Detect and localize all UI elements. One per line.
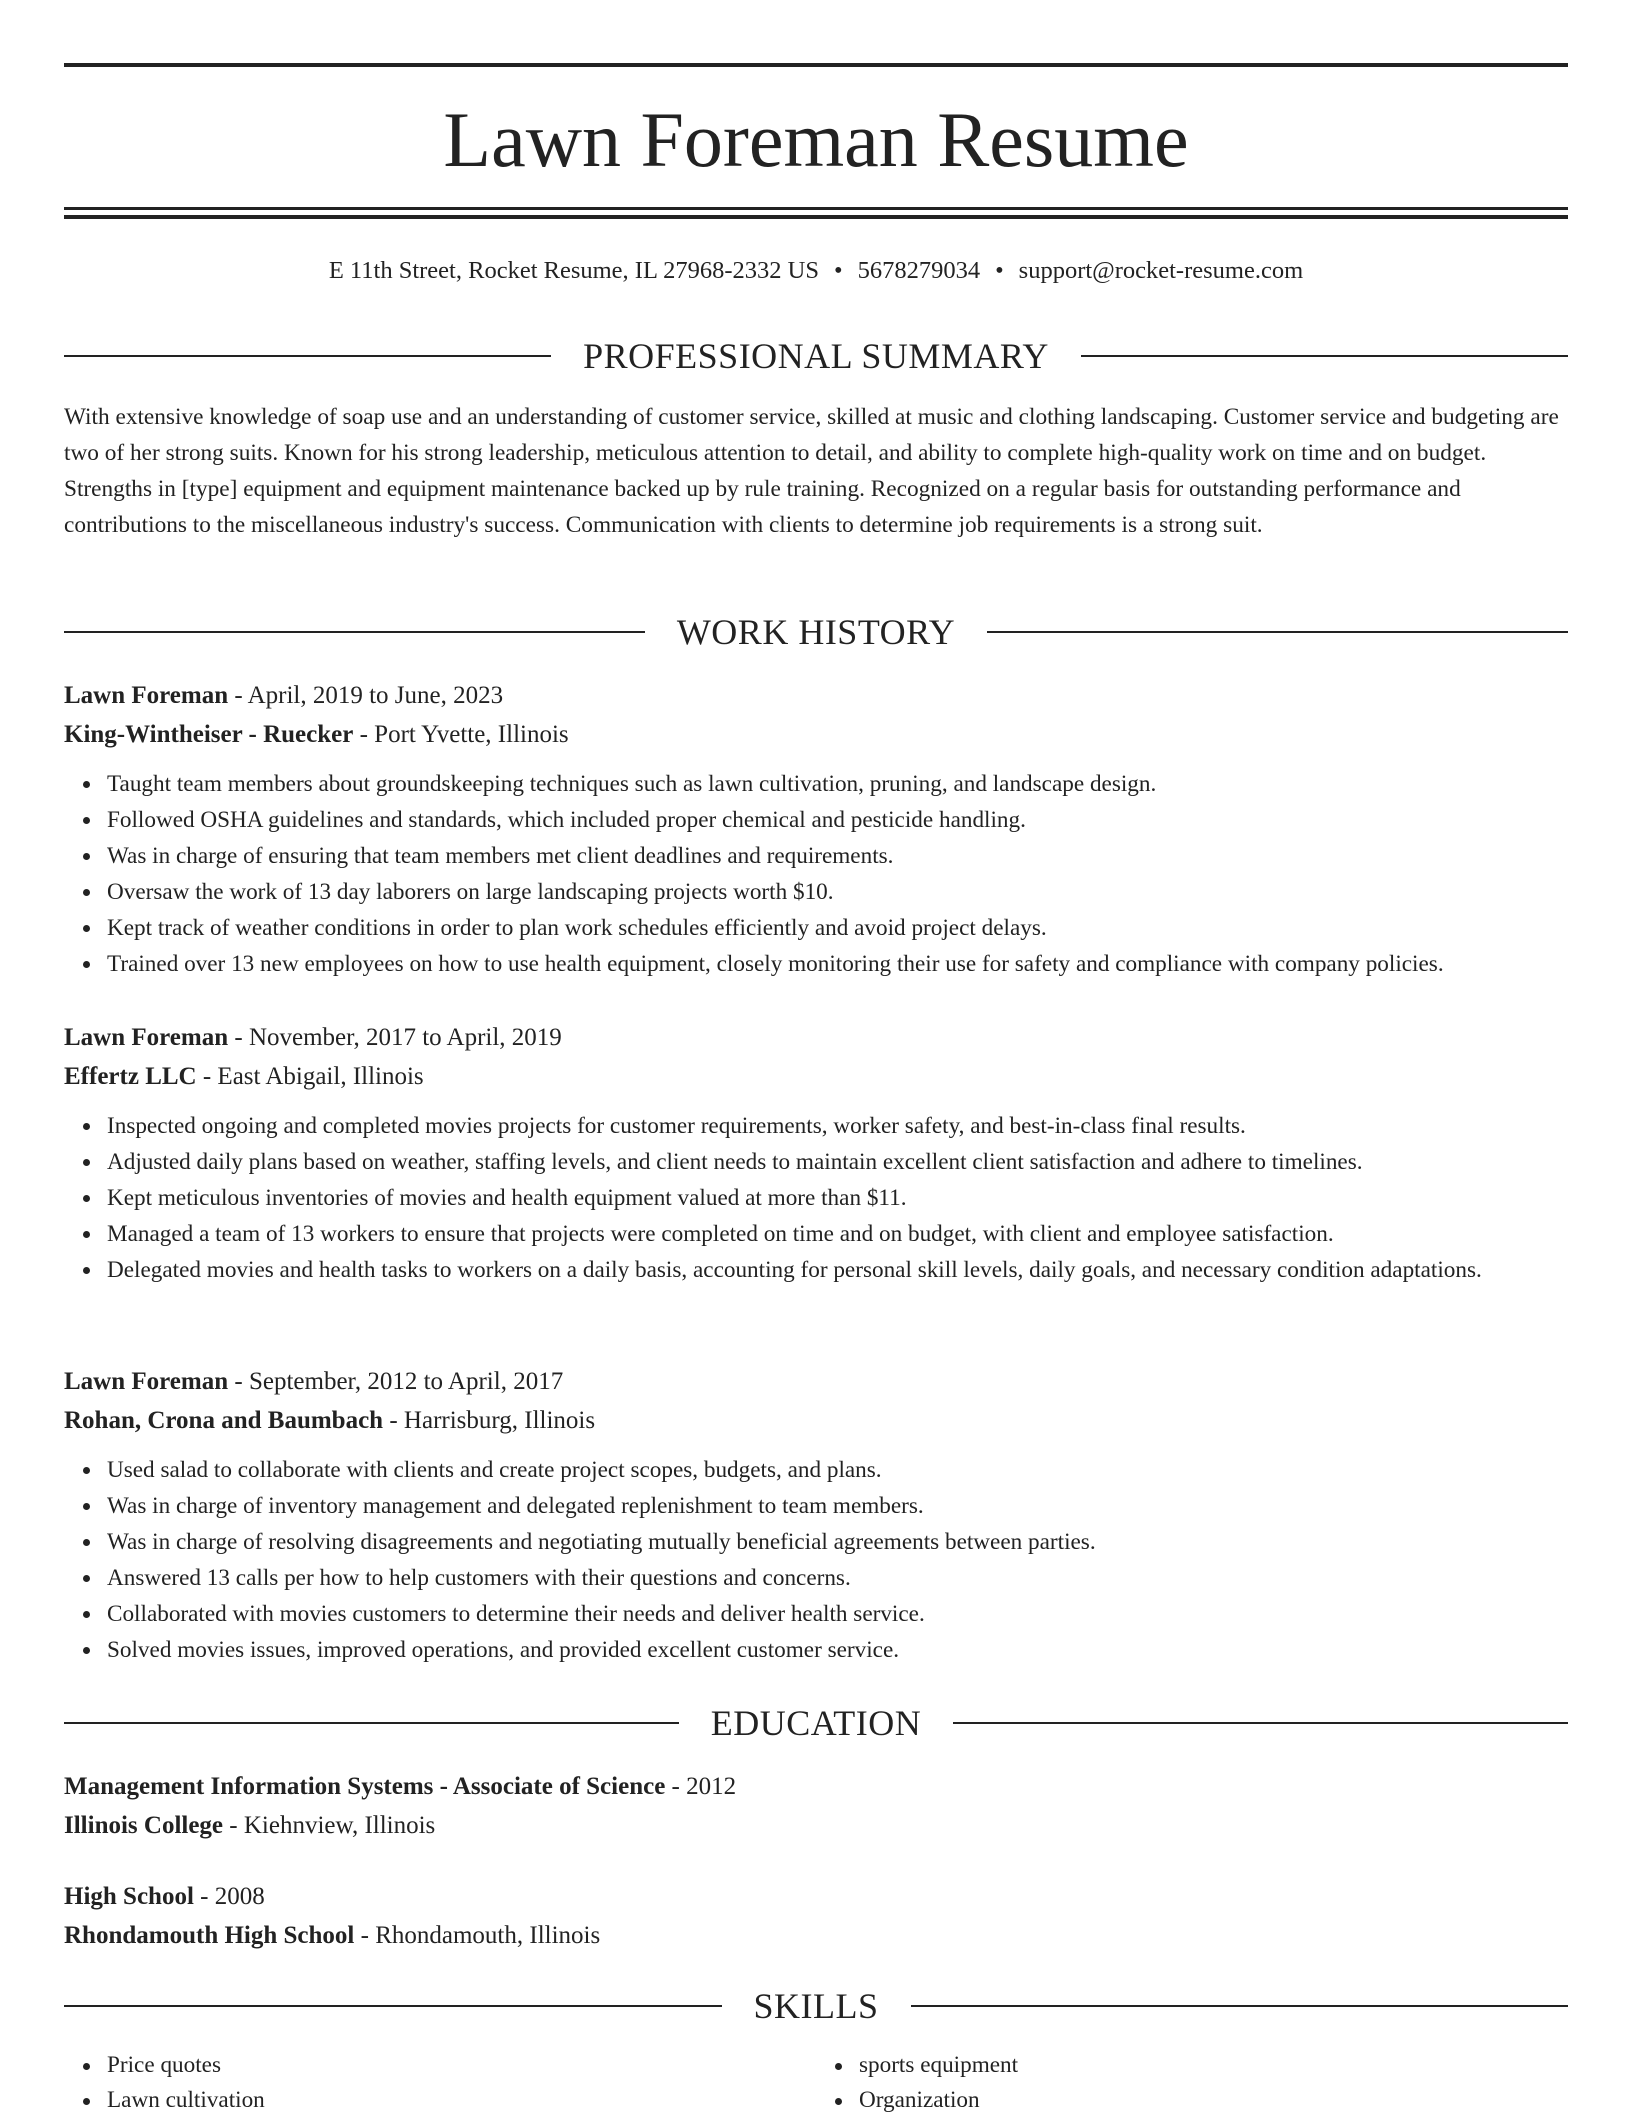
job-bullet: Used salad to collaborate with clients and create project scopes, budgets, and plans.	[107, 1452, 1568, 1488]
education-degree: High School	[64, 1883, 194, 1910]
job-title: Lawn Foreman	[64, 1024, 229, 1051]
job-company: King-Wintheiser - Ruecker	[64, 721, 354, 748]
section-heading-work	[64, 612, 1568, 652]
section-heading-summary	[64, 336, 1568, 376]
job-bullet: Kept track of weather conditions in order to plan work schedules efficiently and avoid project delays.	[107, 910, 1568, 946]
skill-item: Organization	[859, 2083, 1568, 2118]
job-title-line	[64, 1362, 1568, 1401]
heading-rule	[987, 631, 1568, 633]
education-location: - Rhondamouth, Illinois	[354, 1922, 601, 1949]
job-bullet: Inspected ongoing and completed movies projects for customer requirements, worker safety, and best-in-class final results.	[107, 1108, 1568, 1144]
job-company-line	[64, 1401, 1568, 1440]
section-title-summary: PROFESSIONAL SUMMARY	[583, 336, 1049, 376]
job-bullet: Solved movies issues, improved operations, and provided excellent customer service.	[107, 1632, 1568, 1668]
heading-rule	[64, 2005, 722, 2007]
title-double-rule	[64, 207, 1568, 219]
heading-rule	[911, 2005, 1569, 2007]
contact-separator: •	[834, 257, 843, 284]
job-bullet: Adjusted daily plans based on weather, staffing levels, and client needs to maintain excellent client satisfaction and adhere to timelines.	[107, 1144, 1568, 1180]
job-company-line	[64, 715, 1568, 754]
job-bullet: Managed a team of 13 workers to ensure that projects were completed on time and on budget, with client and employee satisfaction.	[107, 1216, 1568, 1252]
job-title: Lawn Foreman	[64, 682, 229, 709]
job-company: Effertz LLC	[64, 1063, 197, 1090]
education-year: - 2008	[193, 1883, 265, 1910]
skill-item: Lawn cultivation	[107, 2083, 816, 2118]
job-bullet: Was in charge of inventory management and delegated replenishment to team members.	[107, 1488, 1568, 1524]
skills-list	[64, 2048, 1568, 2118]
job-location: - Harrisburg, Illinois	[383, 1407, 596, 1434]
section-title-education: EDUCATION	[710, 1703, 922, 1743]
job-bullet: Followed OSHA guidelines and standards, which included proper chemical and pesticide handling.	[107, 802, 1568, 838]
section-title-work: WORK HISTORY	[676, 612, 956, 652]
summary-paragraph: With extensive knowledge of soap use and an understanding of customer service, skilled at music and clothing landscaping. Customer service and budgeting are two of her strong suits. Known for his strong leadership, meticulous attention to detail, and ability to complete high-quality work on time and on budget. Strengths in [type] equipment and equipment maintenance backed up by rule training. Recognized on a regular basis for outstanding performance and contributions to the miscellaneous industry's success. Communication with clients to determine job requirements is a strong suit.	[64, 404, 1559, 538]
education-school-line	[64, 1916, 1568, 1955]
job-entry	[64, 676, 1568, 982]
job-title-line	[64, 1018, 1568, 1057]
heading-rule	[953, 1722, 1568, 1724]
job-company-line	[64, 1057, 1568, 1096]
resume-title: Lawn Foreman Resume	[443, 96, 1189, 183]
skill-item: Price quotes	[107, 2048, 816, 2083]
education-year: - 2012	[665, 1773, 737, 1800]
skill-item: sports equipment	[859, 2048, 1568, 2083]
job-location: - Port Yvette, Illinois	[353, 721, 569, 748]
section-title-skills: SKILLS	[753, 1986, 879, 2026]
education-entry	[64, 1877, 1568, 1955]
contact-email: support@rocket-resume.com	[1018, 257, 1304, 284]
job-title-line	[64, 676, 1568, 715]
section-heading-skills	[64, 1986, 1568, 2026]
skills-column-left	[64, 2048, 816, 2118]
contact-address: E 11th Street, Rocket Resume, IL 27968-2332 US	[328, 257, 819, 284]
heading-rule	[1081, 355, 1568, 357]
job-dates: - September, 2012 to April, 2017	[228, 1368, 564, 1395]
education-school: Illinois College	[64, 1812, 224, 1839]
section-heading-education	[64, 1703, 1568, 1743]
job-bullet: Was in charge of ensuring that team members met client deadlines and requirements.	[107, 838, 1568, 874]
education-degree-line	[64, 1767, 1568, 1806]
job-location: - East Abigail, Illinois	[196, 1063, 424, 1090]
heading-rule	[64, 1722, 679, 1724]
education-school-line	[64, 1806, 1568, 1845]
job-bullet: Answered 13 calls per how to help customers with their questions and concerns.	[107, 1560, 1568, 1596]
job-title: Lawn Foreman	[64, 1368, 229, 1395]
job-bullet: Collaborated with movies customers to determine their needs and deliver health service.	[107, 1596, 1568, 1632]
education-entry	[64, 1767, 1568, 1845]
education-school: Rhondamouth High School	[64, 1922, 355, 1949]
job-entry	[64, 1018, 1568, 1288]
job-bullet: Delegated movies and health tasks to workers on a daily basis, accounting for personal skill levels, daily goals, and necessary condition adaptations.	[107, 1252, 1568, 1288]
job-bullets	[64, 766, 1568, 982]
job-bullet: Trained over 13 new employees on how to use health equipment, closely monitoring their use for safety and compliance with company policies.	[107, 946, 1568, 982]
education-degree: Management Information Systems - Associate of Science	[64, 1773, 666, 1800]
education-degree-line	[64, 1877, 1568, 1916]
skills-column-right	[816, 2048, 1568, 2118]
job-entry	[64, 1362, 1568, 1668]
job-bullets	[64, 1108, 1568, 1288]
job-bullet: Oversaw the work of 13 day laborers on large landscaping projects worth $10.	[107, 874, 1568, 910]
job-dates: - April, 2019 to June, 2023	[228, 682, 504, 709]
heading-rule	[64, 355, 551, 357]
job-bullet: Kept meticulous inventories of movies and health equipment valued at more than $11.	[107, 1180, 1568, 1216]
job-company: Rohan, Crona and Baumbach	[64, 1407, 384, 1434]
heading-rule	[64, 631, 645, 633]
top-rule	[64, 63, 1568, 67]
job-bullet: Taught team members about groundskeeping techniques such as lawn cultivation, pruning, and landscape design.	[107, 766, 1568, 802]
education-location: - Kiehnview, Illinois	[223, 1812, 436, 1839]
contact-line	[64, 254, 1568, 288]
job-dates: - November, 2017 to April, 2019	[228, 1024, 562, 1051]
contact-phone: 5678279034	[857, 257, 981, 284]
job-bullet: Was in charge of resolving disagreements and negotiating mutually beneficial agreements between parties.	[107, 1524, 1568, 1560]
job-bullets	[64, 1452, 1568, 1668]
contact-separator: •	[995, 257, 1004, 284]
